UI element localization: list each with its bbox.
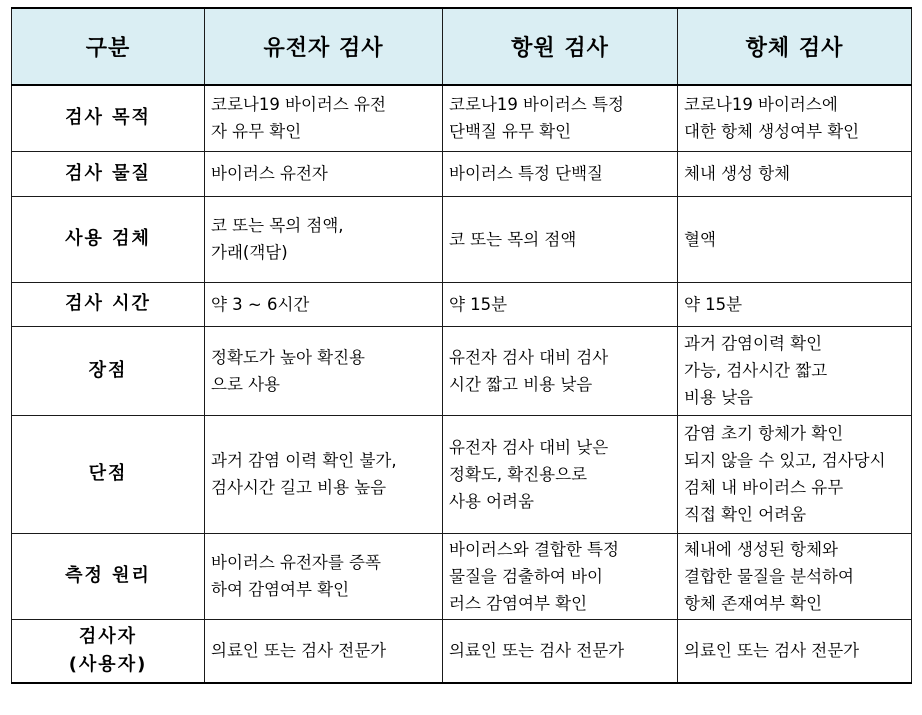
cell-cons-antibody-test <box>678 415 912 533</box>
cell-text-line: 의료인 또는 검사 전문가 <box>211 641 387 661</box>
cell-material-gene-test <box>205 151 443 196</box>
table-row-time <box>12 282 912 326</box>
cell-text-line: 단백질 유무 확인 <box>449 122 572 142</box>
cell-text-line: 혈액 <box>684 229 716 249</box>
cell-text-line: 코로나19 바이러스 유전 <box>211 95 386 115</box>
row-label-line: 검사자 <box>78 625 138 647</box>
cell-pros-antigen-test <box>443 326 678 415</box>
cell-text-line: 약 15분 <box>684 294 743 314</box>
cell-time-gene-test <box>205 282 443 326</box>
row-label-line: 장점 <box>88 359 128 381</box>
cell-text-line: 체내에 생성된 항체와 <box>684 539 838 559</box>
cell-text-line: 과거 감염 이력 확인 불가, <box>211 451 397 470</box>
cell-text-line: 검사시간 길고 비용 높음 <box>211 478 387 497</box>
cell-text-line: 시간 짧고 비용 낮음 <box>449 374 593 394</box>
cell-specimen-gene-test <box>205 196 443 282</box>
cell-time-antigen-test <box>443 282 678 326</box>
row-label-line: 검사 목적 <box>65 107 151 129</box>
row-label-time <box>12 282 205 326</box>
cell-text-line: 바이러스 특정 단백질 <box>449 164 603 183</box>
cell-principle-gene-test <box>205 533 443 619</box>
cell-text-line: 약 3 ~ 6시간 <box>211 294 310 314</box>
cell-text-line: 항체 존재여부 확인 <box>684 593 823 613</box>
cell-text-line: 코로나19 바이러스에 <box>684 95 838 115</box>
row-label-line: 사용 검체 <box>65 228 151 249</box>
cell-purpose-gene-test <box>205 85 443 151</box>
cell-text-line: 감염 초기 항체가 확인 <box>684 424 844 443</box>
cell-tester-antibody-test <box>678 619 912 683</box>
row-label-cons <box>12 415 205 533</box>
cell-pros-gene-test <box>205 326 443 415</box>
table-row-pros <box>12 326 912 415</box>
cell-material-antibody-test <box>678 151 912 196</box>
row-label-pros <box>12 326 205 415</box>
cell-text-line: 검체 내 바이러스 유무 <box>684 478 844 497</box>
cell-tester-gene-test <box>205 619 443 683</box>
row-label-purpose <box>12 85 205 151</box>
row-label-specimen <box>12 196 205 282</box>
cell-text-line: 약 15분 <box>449 294 508 314</box>
table-row-specimen <box>12 196 912 282</box>
cell-text-line: 코 또는 목의 점액 <box>449 229 577 249</box>
cell-text-line: 가래(객담) <box>211 243 288 262</box>
cell-text-line: 코 또는 목의 점액, <box>211 216 344 235</box>
cell-text-line: 비용 낮음 <box>684 388 754 407</box>
cell-text-line: 정확도가 높아 확진용 <box>211 347 365 367</box>
cell-text-line: 과거 감염이력 확인 <box>684 334 823 353</box>
cell-cons-antigen-test <box>443 415 678 533</box>
cell-text-line: 바이러스 유전자를 증폭 <box>211 553 381 572</box>
cell-purpose-antibody-test <box>678 85 912 151</box>
row-label-material <box>12 151 205 196</box>
header-gene-test: 유전자 검사 <box>205 8 443 85</box>
cell-material-antigen-test <box>443 151 678 196</box>
cell-text-line: 대한 항체 생성여부 확인 <box>684 122 860 142</box>
cell-text-line: 으로 사용 <box>211 374 281 394</box>
cell-text-line: 물질을 검출하여 바이 <box>449 566 603 586</box>
cell-text-line: 결합한 물질을 분석하여 <box>684 566 854 586</box>
cell-text-line: 직접 확인 어려움 <box>684 505 807 524</box>
cell-text-line: 유전자 검사 대비 검사 <box>449 347 609 367</box>
cell-principle-antibody-test <box>678 533 912 619</box>
table-row-material <box>12 151 912 196</box>
cell-cons-gene-test <box>205 415 443 533</box>
cell-text-line: 가능, 검사시간 짧고 <box>684 361 828 380</box>
table-header-row <box>12 8 912 85</box>
cell-text-line: 체내 생성 항체 <box>684 164 791 183</box>
table-row-cons <box>12 415 912 533</box>
row-label-line: 검사 물질 <box>65 162 151 184</box>
cell-specimen-antibody-test <box>678 196 912 282</box>
cell-purpose-antigen-test <box>443 85 678 151</box>
header-antibody-test: 항체 검사 <box>678 8 912 85</box>
cell-text-line: 하여 감염여부 확인 <box>211 580 350 599</box>
row-label-line: (사용자) <box>68 653 148 675</box>
header-antigen-test: 항원 검사 <box>443 8 678 85</box>
cell-text-line: 유전자 검사 대비 낮은 <box>449 437 609 457</box>
cell-time-antibody-test <box>678 282 912 326</box>
row-label-line: 측정 원리 <box>65 565 151 586</box>
cell-text-line: 자 유무 확인 <box>211 122 302 142</box>
cell-text-line: 되지 않을 수 있고, 검사당시 <box>684 451 886 470</box>
cell-tester-antigen-test <box>443 619 678 683</box>
header-category: 구분 <box>12 8 205 85</box>
cell-text-line: 러스 감염여부 확인 <box>449 593 588 613</box>
row-label-line: 단점 <box>88 463 128 484</box>
cell-text-line: 바이러스 유전자 <box>211 164 328 183</box>
table-row-tester <box>12 619 912 683</box>
cell-specimen-antigen-test <box>443 196 678 282</box>
cell-text-line: 바이러스와 결합한 특정 <box>449 539 619 559</box>
covid-test-comparison-table <box>11 7 912 684</box>
cell-text-line: 의료인 또는 검사 전문가 <box>684 641 860 661</box>
cell-text-line: 정확도, 확진용으로 <box>449 464 588 484</box>
table-row-principle <box>12 533 912 619</box>
cell-text-line: 코로나19 바이러스 특정 <box>449 95 624 115</box>
row-label-tester <box>12 619 205 683</box>
comparison-table-container <box>11 7 911 684</box>
cell-pros-antibody-test <box>678 326 912 415</box>
table-row-purpose <box>12 85 912 151</box>
cell-text-line: 사용 어려움 <box>449 491 534 511</box>
row-label-line: 검사 시간 <box>65 293 151 314</box>
cell-principle-antigen-test <box>443 533 678 619</box>
row-label-principle <box>12 533 205 619</box>
cell-text-line: 의료인 또는 검사 전문가 <box>449 641 625 661</box>
